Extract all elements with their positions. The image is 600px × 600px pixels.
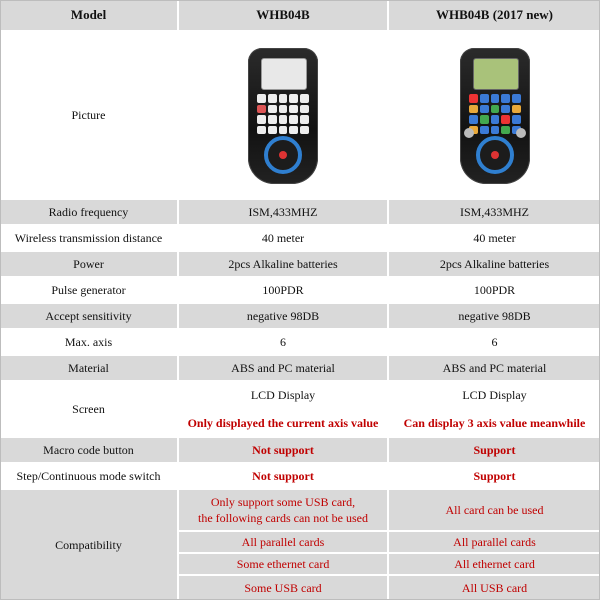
screen-whb04b-2017-line2: Can display 3 axis value meanwhile [403,416,586,430]
axis-whb04b-2017: 6 [389,330,600,354]
step-whb04b: Not support [179,464,387,488]
axis-whb04b: 6 [179,330,387,354]
screen-whb04b-line1: LCD Display [250,388,316,402]
material-whb04b: ABS and PC material [179,356,387,380]
screen-whb04b-line2: Only displayed the current axis value [187,416,379,430]
macro-whb04b-2017: Support [389,438,600,462]
step-whb04b-2017: Support [389,464,600,488]
compat-whb04b-ethernet: Some ethernet card [179,554,387,574]
pulse-whb04b-2017: 100PDR [389,278,600,302]
pulse-whb04b: 100PDR [179,278,387,302]
radio-whb04b-2017: ISM,433MHZ [389,200,600,224]
compat-whb04b-2017-ethernet: All ethernet card [389,554,600,574]
header-whb04b: WHB04B [179,0,387,30]
row-label-power: Power [0,252,177,276]
compat-whb04b-2017-all: All card can be used [389,490,600,530]
row-label-step: Step/Continuous mode switch [0,464,177,488]
compat-whb04b-note-line1: Only support some USB card, [210,495,356,509]
distance-whb04b: 40 meter [179,226,387,250]
power-whb04b: 2pcs Alkaline batteries [179,252,387,276]
compat-whb04b-2017-parallel: All parallel cards [389,532,600,552]
row-label-sensitivity: Accept sensitivity [0,304,177,328]
row-label-distance: Wireless transmission distance [0,226,177,250]
header-model: Model [0,0,177,30]
row-label-compat: Compatibility [0,490,177,600]
distance-whb04b-2017: 40 meter [389,226,600,250]
row-label-macro: Macro code button [0,438,177,462]
row-label-axis: Max. axis [0,330,177,354]
compat-whb04b-parallel: All parallel cards [179,532,387,552]
sensitivity-whb04b: negative 98DB [179,304,387,328]
power-whb04b-2017: 2pcs Alkaline batteries [389,252,600,276]
screen-whb04b-2017-line1: LCD Display [462,388,527,402]
compat-whb04b-note-line2: the following cards can not be used [198,511,368,525]
row-label-pulse: Pulse generator [0,278,177,302]
row-label-picture: Picture [0,32,177,198]
compat-whb04b-usb: Some USB card [179,576,387,600]
row-label-screen: Screen [0,382,177,436]
row-label-material: Material [0,356,177,380]
sensitivity-whb04b-2017: negative 98DB [389,304,600,328]
macro-whb04b: Not support [179,438,387,462]
row-label-radio: Radio frequency [0,200,177,224]
radio-whb04b: ISM,433MHZ [179,200,387,224]
header-whb04b-2017: WHB04B (2017 new) [389,0,600,30]
compat-whb04b-2017-usb: All USB card [389,576,600,600]
material-whb04b-2017: ABS and PC material [389,356,600,380]
